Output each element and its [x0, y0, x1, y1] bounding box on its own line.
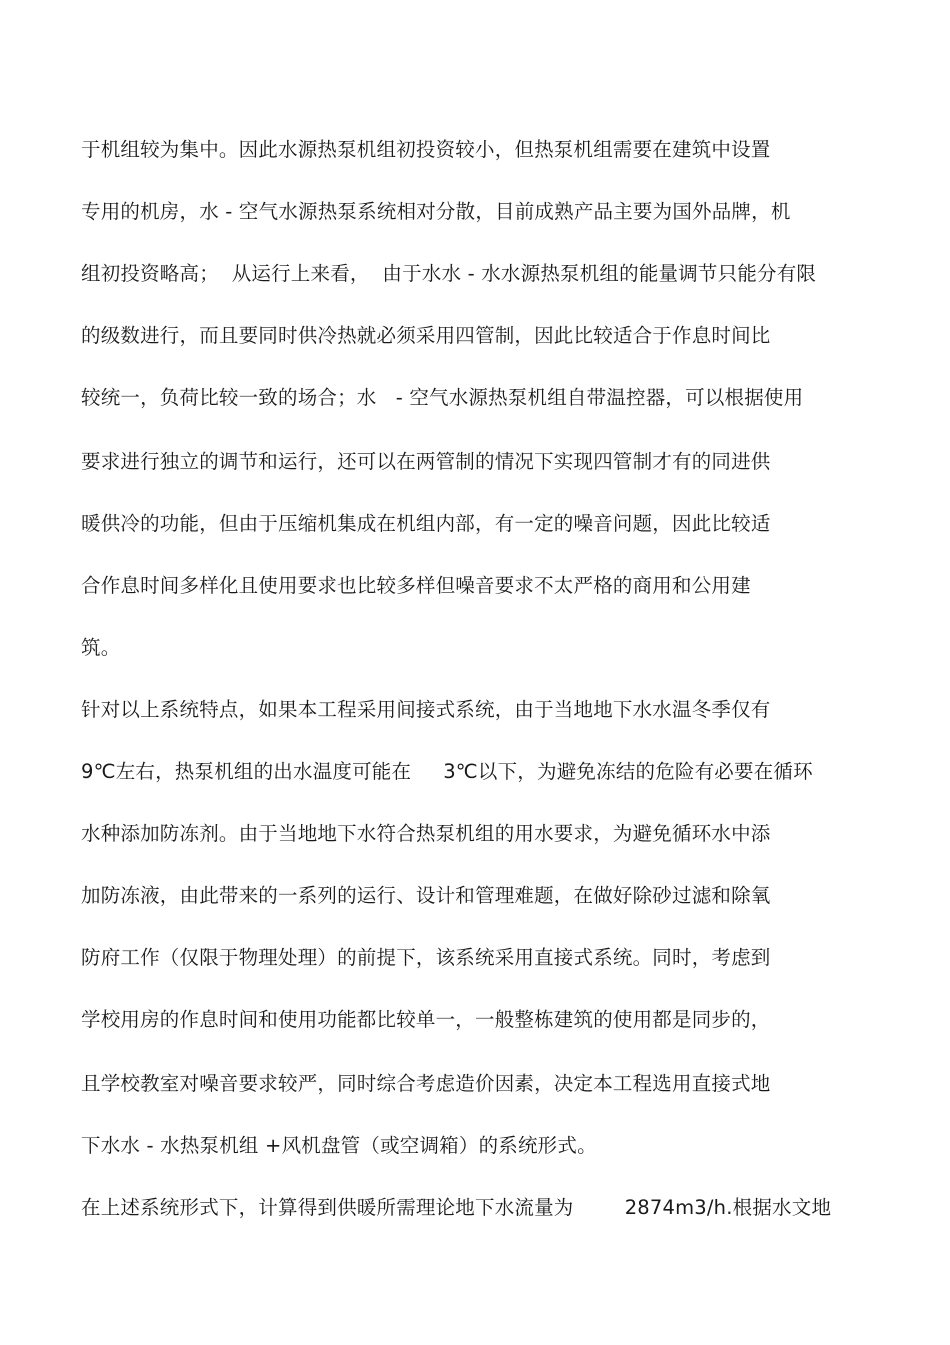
text-line-3: 组初投资略高； 从运行上来看， 由于水水 - 水水源热泵机组的能量调节只能分有限 [81, 262, 817, 285]
text-line-10: 针对以上系统特点，如果本工程采用间接式系统，由于当地地下水水温冬季仅有 [81, 698, 771, 721]
text-line-4: 的级数进行，而且要同时供冷热就必须采用四管制，因此比较适合于作息时间比 [81, 324, 771, 347]
text-line-1: 于机组较为集中。因此水源热泵机组初投资较小，但热泵机组需要在建筑中设置 [81, 138, 771, 161]
text-line-11: 9℃左右，热泵机组的出水温度可能在 3℃以下，为避免冻结的危险有必要在循环 [81, 760, 813, 783]
text-line-16: 且学校教室对噪音要求较严，同时综合考虑造价因素，决定本工程选用直接式地 [81, 1072, 771, 1095]
text-line-13: 加防冻液，由此带来的一系列的运行、设计和管理难题，在做好除砂过滤和除氧 [81, 884, 771, 907]
text-line-9: 筑。 [81, 636, 121, 659]
text-line-15: 学校用房的作息时间和使用功能都比较单一，一般整栋建筑的使用都是同步的， [81, 1008, 771, 1031]
text-line-17: 下水水 - 水热泵机组 +风机盘管（或空调箱）的系统形式。 [81, 1134, 597, 1157]
text-line-14: 防府工作（仅限于物理处理）的前提下，该系统采用直接式系统。同时，考虑到 [81, 946, 771, 969]
text-line-5: 较统一，负荷比较一致的场合；水 - 空气水源热泵机组自带温控器，可以根据使用 [81, 386, 804, 409]
text-line-8: 合作息时间多样化且使用要求也比较多样但噪音要求不太严格的商用和公用建 [81, 574, 751, 597]
text-line-7: 暖供冷的功能，但由于压缩机集成在机组内部，有一定的噪音问题，因此比较适 [81, 512, 771, 535]
text-line-18: 在上述系统形式下，计算得到供暖所需理论地下水流量为 2874m3/h.根据水文地 [81, 1196, 832, 1219]
text-line-6: 要求进行独立的调节和运行，还可以在两管制的情况下实现四管制才有的同进供 [81, 450, 771, 473]
text-line-2: 专用的机房，水 - 空气水源热泵系统相对分散，目前成熟产品主要为国外品牌，机 [81, 200, 791, 223]
text-line-12: 水种添加防冻剂。由于当地地下水符合热泵机组的用水要求，为避免循环水中添 [81, 822, 771, 845]
